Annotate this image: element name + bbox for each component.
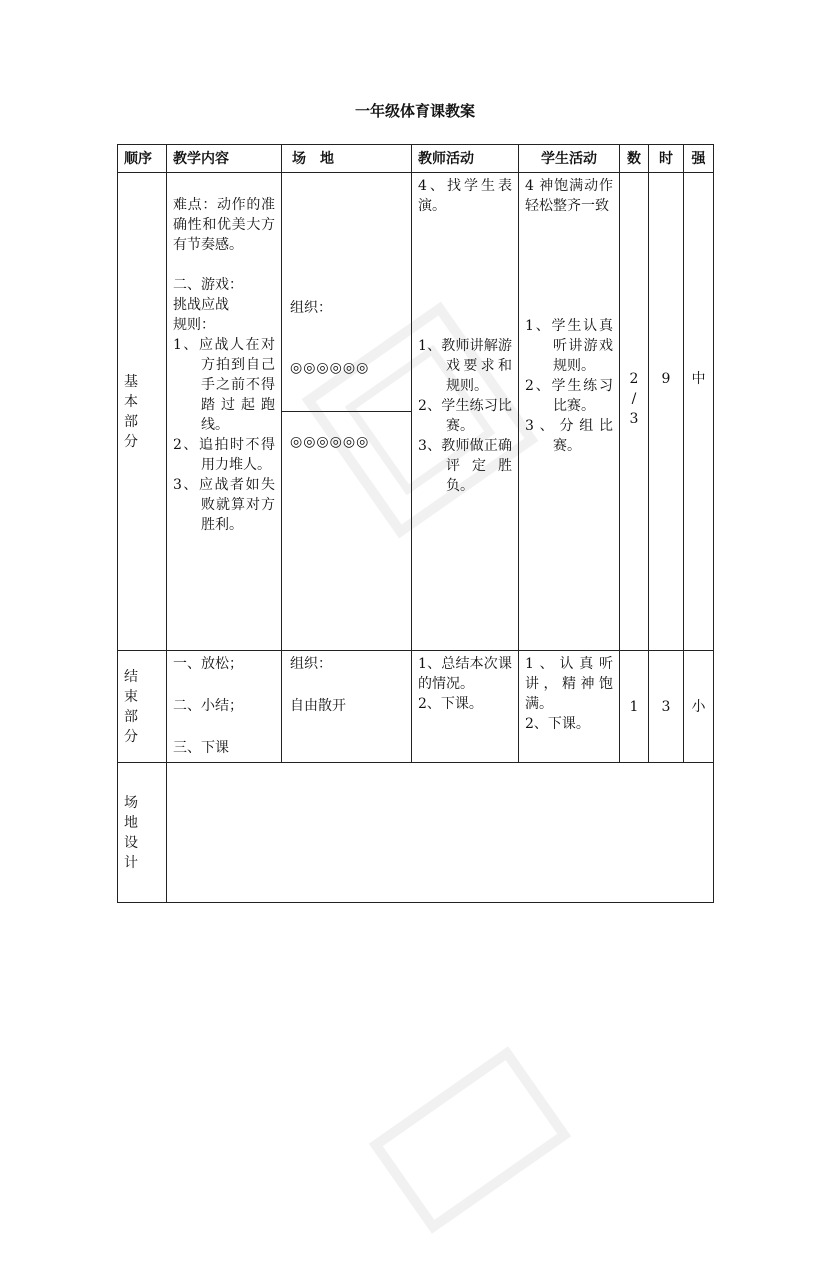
ending-teacher-item: 1、总结本次课的情况。 [418,656,512,692]
game-name: 挑战应战 [173,297,229,313]
ending-venue-cell [282,651,412,763]
difficulty-text: 难点：动作的准确性和优美大方有节奏感。 [173,197,275,253]
header-content: 教学内容 [167,145,282,173]
header-row [118,145,714,173]
ending-teacher-cell [412,651,519,763]
teacher-item: 3、教师做正确评定胜负。 [418,438,512,494]
ending-item: 三、下课 [173,740,229,756]
basic-count-cell: 2 / 3 [620,173,649,651]
lesson-plan-table [117,144,714,903]
student-item: 1、学生认真听讲游戏规则。 [525,318,613,374]
teacher-item: 2、学生练习比赛。 [418,398,512,434]
game-title: 二、游戏： [173,277,243,293]
rule-item: 3、应战者如失败就算对方胜利。 [173,477,275,533]
ending-venue-org: 组织： [290,656,332,672]
header-venue: 场 地 [282,145,412,173]
ending-section-label: 结 束 部 分 [118,651,167,763]
ending-section-row [118,651,714,763]
ending-student-item: 1、认真听讲，精神饱满。 [525,656,613,712]
formation-row-1: ◎◎◎◎◎◎ [290,360,370,376]
ending-student-cell [519,651,620,763]
header-intensity: 强 [684,145,714,173]
basic-teacher-cell [412,173,519,651]
header-student: 学生活动 [519,145,620,173]
ending-count-cell: 1 [620,651,649,763]
ending-teacher-item: 2、下课。 [418,696,483,712]
venue-organization: 组织： [290,300,332,316]
formation-row-2: ◎◎◎◎◎◎ [290,434,370,450]
teacher-item: 1、教师讲解游戏要求和规则。 [418,338,512,394]
ending-item: 一、放松； [173,656,243,672]
ending-intensity-cell: 小 [684,651,714,763]
student-demo-text: 4 神饱满动作轻松整齐一致 [525,178,613,214]
ending-item: 二、小结； [173,698,243,714]
rules-title: 规则： [173,317,215,333]
header-teacher: 教师活动 [412,145,519,173]
ending-venue-text: 自由散开 [290,698,346,714]
formation-divider [282,411,411,412]
basic-section-row [118,173,714,651]
watermark-logo-bottom [329,1016,611,1263]
student-item: 3、分组比赛。 [525,418,613,454]
teacher-demo-text: 4、找学生表演。 [418,178,512,214]
ending-content-cell [167,651,282,763]
basic-content-cell [167,173,282,651]
document-title: 一年级体育课教案 [354,102,475,120]
basic-intensity-cell: 中 [684,173,714,651]
design-area [167,763,714,903]
header-count: 数 [620,145,649,173]
basic-time-cell: 9 [649,173,684,651]
header-order: 顺序 [118,145,167,173]
basic-section-label: 基 本 部 分 [118,173,167,651]
design-section-row [118,763,714,903]
student-item: 2、学生练习比赛。 [525,378,613,414]
ending-student-item: 2、下课。 [525,716,590,732]
ending-time-cell: 3 [649,651,684,763]
rule-item: 2、追拍时不得用力堆人。 [173,437,275,473]
basic-student-cell [519,173,620,651]
rule-item: 1、应战人在对方拍到自己手之前不得踏过起跑线。 [173,337,275,433]
basic-venue-cell [282,173,412,651]
watermark-seal-icon [354,1033,587,1246]
header-time: 时 [649,145,684,173]
design-section-label: 场 地 设 计 [118,763,167,903]
